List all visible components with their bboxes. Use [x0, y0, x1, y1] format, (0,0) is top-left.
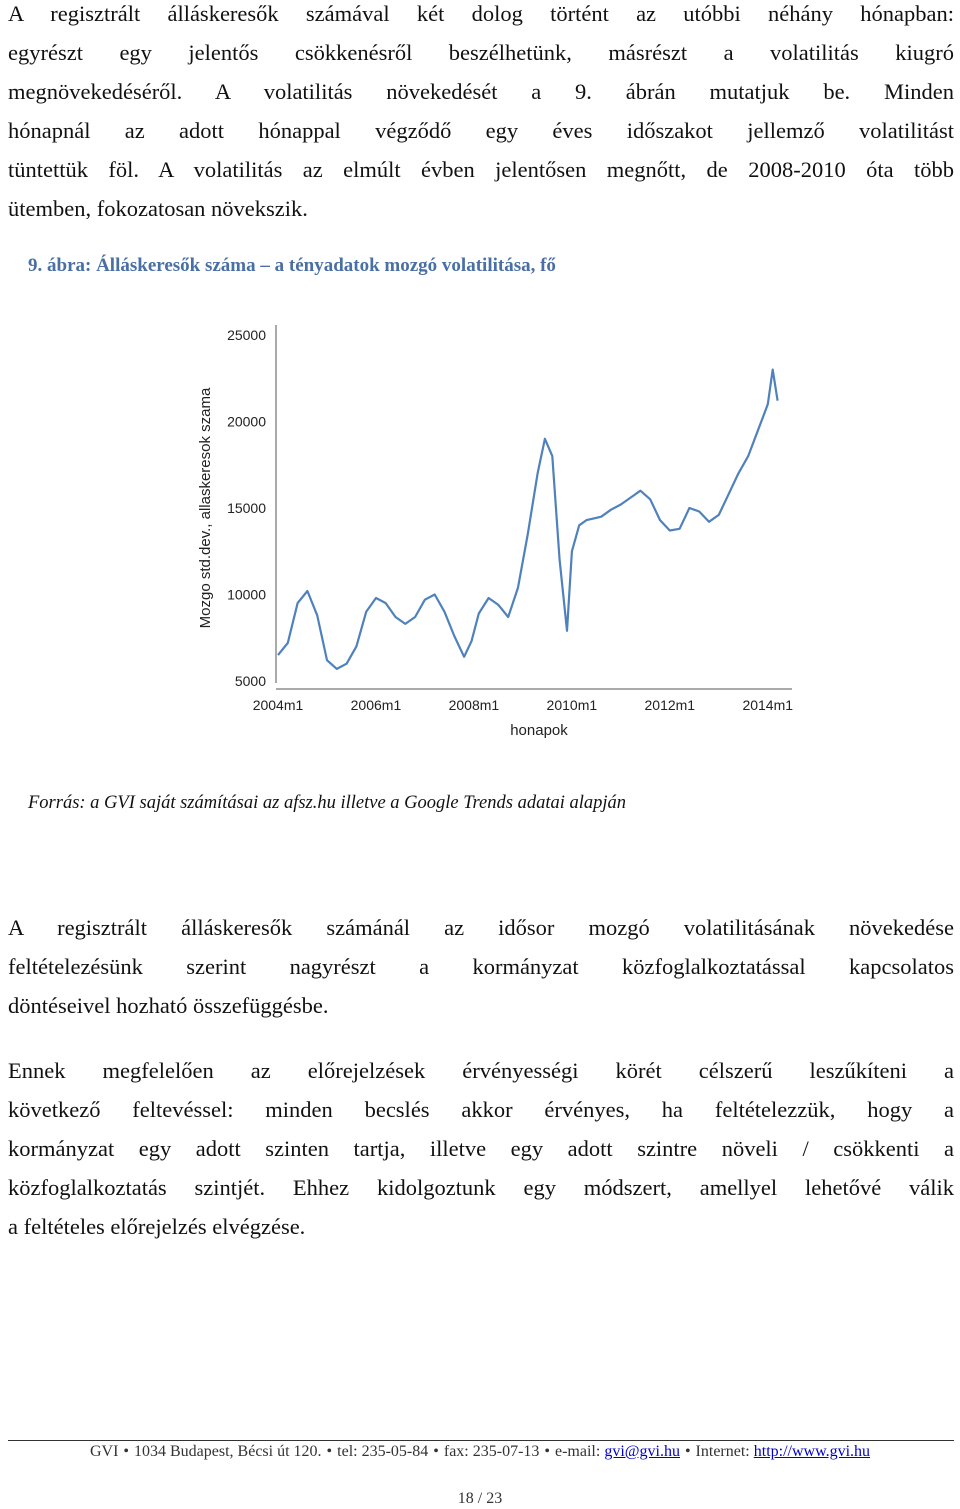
- text-line: egyrészt egy jelentős csökkenésről beszélhetünk, másrészt a volatilitás kiugró: [8, 40, 954, 65]
- text-line: a feltételes előrejelzés elvégzése.: [8, 1214, 306, 1239]
- volatility-line-chart: [190, 315, 810, 745]
- paragraph-forecast-scope: [8, 1051, 954, 1246]
- figure-caption: 9. ábra: Álláskeresők száma – a tényadatok mozgó volatilitása, fő: [28, 255, 556, 276]
- text-line: A regisztrált álláskeresők számánál az idősor mozgó volatilitásának növekedése: [8, 915, 954, 940]
- footer-separator: •: [433, 1443, 439, 1460]
- footer: [0, 1443, 960, 1461]
- footer-tel: tel: 235-05-84: [337, 1443, 429, 1460]
- y-tick-label: 25000: [227, 327, 266, 343]
- x-tick-label: 2014m1: [742, 697, 794, 713]
- text-line: döntéseivel hozható összefüggésbe.: [8, 993, 329, 1018]
- y-tick-label: 15000: [227, 500, 266, 516]
- footer-website-link[interactable]: http://www.gvi.hu: [753, 1443, 871, 1460]
- text-line: tüntettük föl. A volatilitás az elmúlt évben jelentősen megnőtt, de 2008-2010 óta több: [8, 157, 954, 182]
- series-lines: [278, 370, 778, 669]
- x-tick-label: 2008m1: [448, 697, 500, 713]
- text-line: következő feltevéssel: minden becslés akkor érvényes, ha feltételezzük, hogy a: [8, 1097, 954, 1122]
- x-tick-label: 2006m1: [350, 697, 402, 713]
- chart-axes: [276, 325, 792, 689]
- x-tick-label: 2004m1: [252, 697, 304, 713]
- x-tick-label: 2012m1: [644, 697, 696, 713]
- paragraph-volatility-intro: [8, 0, 954, 228]
- footer-separator: •: [544, 1443, 550, 1460]
- text-line: feltételezésünk szerint nagyrészt a kormányzat közfoglalkoztatással kapcsolatos: [8, 954, 954, 979]
- y-axis-label: Mozgo std.dev., allaskeresok szama: [197, 387, 214, 629]
- footer-separator: •: [123, 1443, 129, 1460]
- text-line: A regisztrált álláskeresők számával két dolog történt az utóbbi néhány hónapban:: [8, 1, 954, 26]
- y-tick-label: 10000: [227, 586, 266, 603]
- x-axis-label: honapok: [510, 722, 568, 739]
- text-line: megnövekedéséről. A volatilitás növekedését a 9. ábrán mutatjuk be. Minden: [8, 79, 954, 104]
- series-line: [278, 370, 778, 669]
- y-tick-label: 5000: [234, 673, 266, 689]
- footer-separator: •: [326, 1443, 333, 1460]
- footer-separator: •: [684, 1443, 691, 1460]
- text-line: kormányzat egy adott szinten tartja, illetve egy adott szintre növeli / csökkenti a: [8, 1136, 954, 1161]
- paragraph-public-works: [8, 908, 954, 1025]
- footer-email-label: e-mail:: [555, 1443, 605, 1460]
- footer-divider: [8, 1440, 954, 1441]
- footer-email-link[interactable]: gvi@gvi.hu: [604, 1443, 680, 1460]
- x-tick-labels: [253, 697, 794, 713]
- text-line: hónapnál az adott hónappal végződő egy éves időszakot jellemző volatilitást: [8, 118, 954, 143]
- y-tick-label: 20000: [227, 413, 266, 430]
- page-number: 18 / 23: [457, 1490, 503, 1507]
- footer-org: GVI: [89, 1443, 119, 1460]
- y-tick-labels: [227, 327, 266, 689]
- text-line: közfoglalkoztatás szintjét. Ehhez kidolgoztunk egy módszert, amellyel lehetővé válik: [8, 1175, 954, 1200]
- figure-source: Forrás: a GVI saját számításai az afsz.hu illetve a Google Trends adatai alapján: [28, 793, 627, 813]
- text-line: Ennek megfelelően az előrejelzések érvényességi körét célszerű leszűkíteni a: [8, 1058, 954, 1083]
- x-tick-label: 2010m1: [546, 697, 598, 713]
- footer-fax: fax: 235-07-13: [443, 1443, 540, 1460]
- footer-internet-label: Internet:: [695, 1443, 754, 1460]
- footer-address: 1034 Budapest, Bécsi út 120.: [134, 1443, 322, 1460]
- text-line: ütemben, fokozatosan növekszik.: [8, 196, 308, 221]
